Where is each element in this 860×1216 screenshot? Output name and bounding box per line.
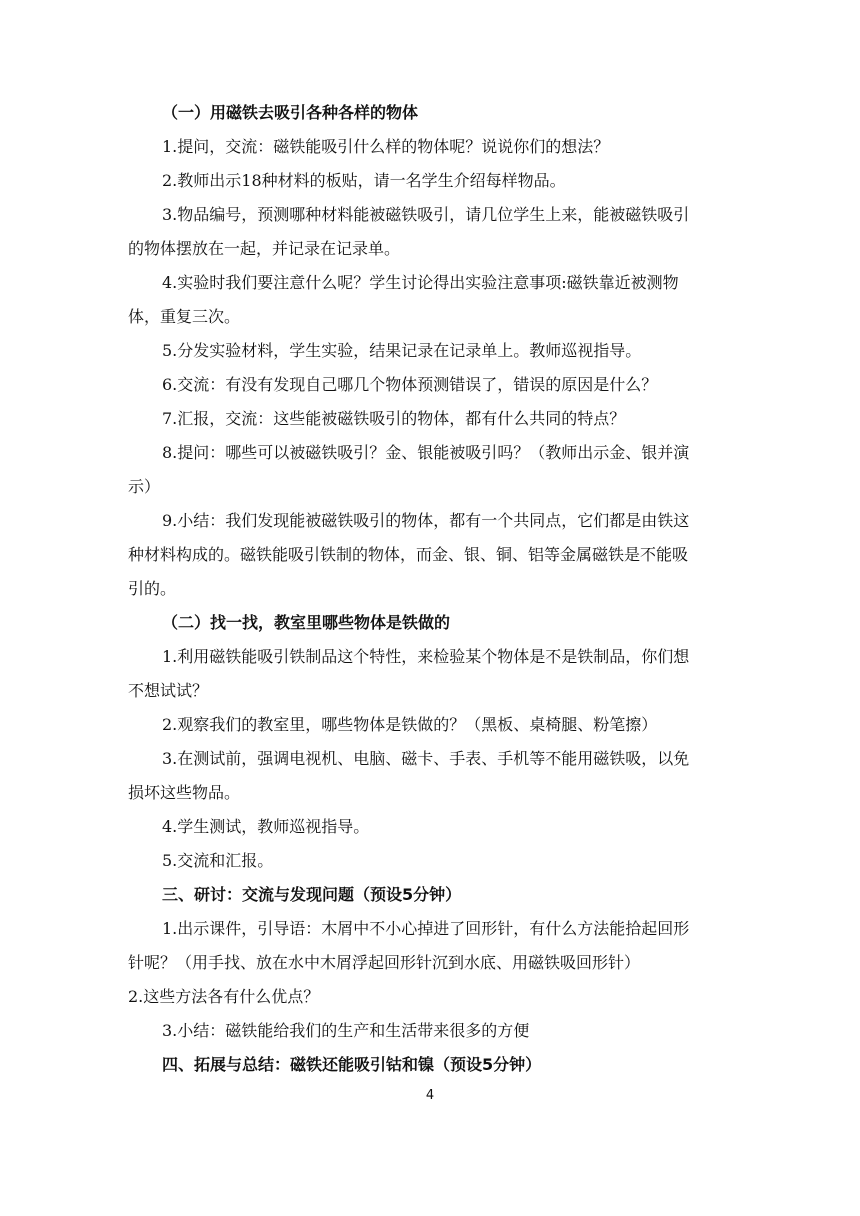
paragraph-line: 7.汇报，交流：这些能被磁铁吸引的物体，都有什么共同的特点？ xyxy=(162,409,626,428)
paragraph-line: 3.在测试前，强调电视机、电脑、磁卡、手表、手机等不能用磁铁吸，以免 xyxy=(162,749,690,768)
paragraph-line: 1.出示课件，引导语：木屑中不小心掉进了回形针，有什么方法能拾起回形 xyxy=(162,919,690,938)
document-body xyxy=(128,96,736,1082)
paragraph-line: 4.实验时我们要注意什么呢？学生讨论得出实验注意事项:磁铁靠近被测物 xyxy=(162,273,679,292)
paragraph-line: 8.提问：哪些可以被磁铁吸引？金、银能被吸引吗？（教师出示金、银并演 xyxy=(162,443,690,462)
paragraph-line: 种材料构成的。磁铁能吸引铁制的物体，而金、银、铜、铝等金属磁铁是不能吸 xyxy=(128,545,689,564)
paragraph-line: 引的。 xyxy=(128,579,177,598)
paragraph-line: 针呢？（用手找、放在水中木屑浮起回形针沉到水底、用磁铁吸回形针） xyxy=(128,953,641,972)
section-heading: 三、研讨：交流与发现问题（预设5分钟） xyxy=(162,885,462,904)
paragraph-line: 损坏这些物品。 xyxy=(128,783,241,802)
paragraph-line: 9.小结：我们发现能被磁铁吸引的物体，都有一个共同点，它们都是由铁这 xyxy=(162,511,690,530)
page-number: 4 xyxy=(425,1088,435,1103)
paragraph-line: 6.交流：有没有发现自己哪几个物体预测错误了，错误的原因是什么？ xyxy=(162,375,658,394)
paragraph-line: 1.提问，交流：磁铁能吸引什么样的物体呢？说说你们的想法？ xyxy=(162,137,610,156)
paragraph-line: 5.交流和汇报。 xyxy=(162,851,274,870)
paragraph-line: 体，重复三次。 xyxy=(128,307,241,326)
paragraph-line: 1.利用磁铁能吸引铁制品这个特性，来检验某个物体是不是铁制品，你们想 xyxy=(162,647,690,666)
section-heading: （一）用磁铁去吸引各种各样的物体 xyxy=(162,103,419,122)
paragraph-line: 4.学生测试，教师巡视指导。 xyxy=(162,817,370,836)
paragraph-line: 2.观察我们的教室里，哪些物体是铁做的？（黑板、桌椅腿、粉笔擦） xyxy=(162,715,658,734)
paragraph-line: 示） xyxy=(128,477,161,496)
paragraph-line: 5.分发实验材料，学生实验，结果记录在记录单上。教师巡视指导。 xyxy=(162,341,642,360)
paragraph-line: 3.物品编号，预测哪种材料能被磁铁吸引，请几位学生上来，能被磁铁吸引 xyxy=(162,205,690,224)
paragraph-line: 2.这些方法各有什么优点？ xyxy=(128,987,320,1006)
paragraph-line: 3.小结：磁铁能给我们的生产和生活带来很多的方便 xyxy=(162,1021,530,1040)
paragraph-line: 不想试试？ xyxy=(128,681,209,700)
paragraph-line: 2.教师出示18种材料的板贴，请一名学生介绍每样物品。 xyxy=(162,171,566,190)
section-heading: （二）找一找，教室里哪些物体是铁做的 xyxy=(162,613,451,632)
paragraph-line: 的物体摆放在一起，并记录在记录单。 xyxy=(128,239,401,258)
section-heading: 四、拓展与总结：磁铁还能吸引钴和镍（预设5分钟） xyxy=(162,1055,542,1074)
